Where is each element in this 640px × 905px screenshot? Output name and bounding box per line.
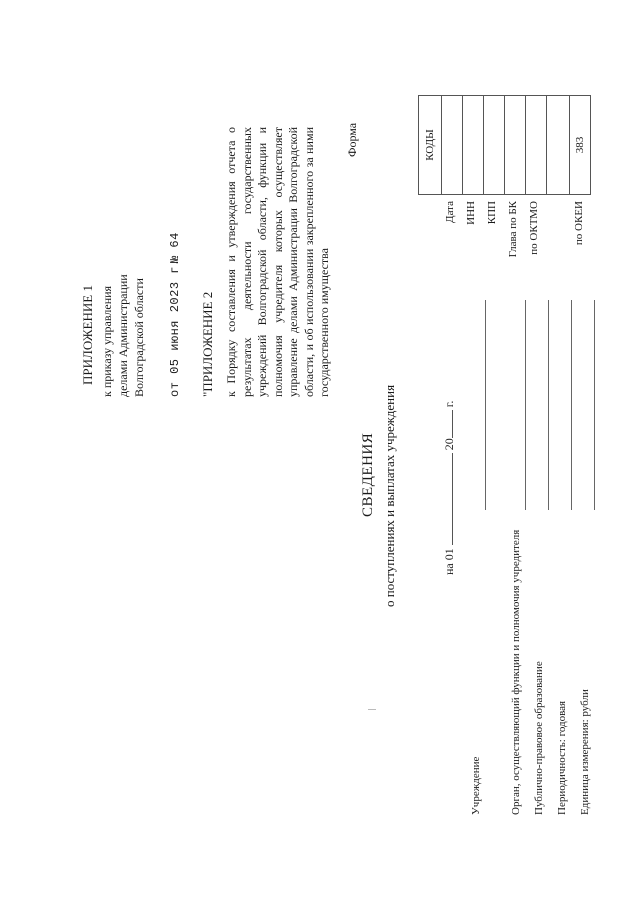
- code-value-inn: [463, 96, 484, 195]
- codes-header: КОДЫ: [419, 96, 442, 195]
- form-subtitle: о поступлениях и выплатах учреждения: [382, 384, 397, 607]
- code-value-blank: [547, 96, 570, 195]
- table-row: [442, 96, 463, 195]
- field-unit-line: [594, 300, 595, 510]
- code-value-oktmo: [526, 96, 547, 195]
- field-founder-line: [525, 300, 526, 510]
- appendix2-body: к Порядку составления и утверждения отчета о результатах деятельности государственных учреждений Волгоградской области, функции и полномочия учредителя которых осуществляет управление делами Администрации Волгоградской области, и об использовании закрепленного за ними государственного имущества: [224, 127, 331, 397]
- code-value-bk: [505, 96, 526, 195]
- codes-header-row: [419, 96, 442, 195]
- field-periodicity: Периодичность: годовая: [556, 700, 568, 815]
- field-public-entity: Публично-правовое образование: [533, 661, 545, 815]
- code-label-inn: ИНН: [465, 201, 477, 225]
- table-row: [463, 96, 484, 195]
- appendix1-line2: делами Администрации: [116, 274, 130, 397]
- report-date-month-blank: [442, 453, 453, 545]
- appendix1-title: ПРИЛОЖЕНИЕ 1: [80, 285, 95, 385]
- code-value-kpp: [484, 96, 505, 195]
- form-label: Форма: [345, 122, 359, 157]
- code-value-date: [442, 96, 463, 195]
- field-institution-line: [485, 300, 486, 510]
- report-date-suffix: г.: [442, 400, 456, 408]
- field-public-entity-line: [548, 300, 549, 510]
- code-label-oktmo: по ОКТМО: [528, 201, 540, 255]
- report-date-prefix: на 01: [442, 548, 456, 575]
- appendix1-line1: к приказу управления: [100, 285, 114, 397]
- report-date-year: 20: [442, 438, 456, 451]
- code-label-kpp: КПП: [486, 201, 498, 225]
- code-label-date: Дата: [444, 201, 456, 223]
- field-unit: Единица измерения: рубли: [579, 689, 591, 815]
- order-date: от 05 июня 2023 г.: [168, 258, 182, 397]
- table-row: [484, 96, 505, 195]
- field-periodicity-line: [571, 300, 572, 510]
- table-row: [505, 96, 526, 195]
- table-row: [570, 96, 591, 195]
- scan-mark: [368, 709, 376, 710]
- code-value-okei: 383: [570, 96, 591, 195]
- table-row: [526, 96, 547, 195]
- field-founder-body: Орган, осуществляющий функции и полномочия учредителя: [510, 529, 522, 815]
- table-row: [547, 96, 570, 195]
- report-date: [442, 401, 457, 575]
- form-title: СВЕДЕНИЯ: [360, 432, 376, 517]
- report-date-year-blank: [442, 410, 453, 438]
- appendix2-title: "ПРИЛОЖЕНИЕ 2: [200, 291, 215, 397]
- field-institution: Учреждение: [470, 756, 482, 815]
- code-label-okei: по ОКЕИ: [573, 201, 585, 246]
- order-number: № 64: [168, 232, 182, 263]
- codes-table: [418, 95, 591, 195]
- appendix1-line3: Волгоградской области: [132, 278, 146, 397]
- code-label-bk: Глава по БК: [507, 201, 519, 258]
